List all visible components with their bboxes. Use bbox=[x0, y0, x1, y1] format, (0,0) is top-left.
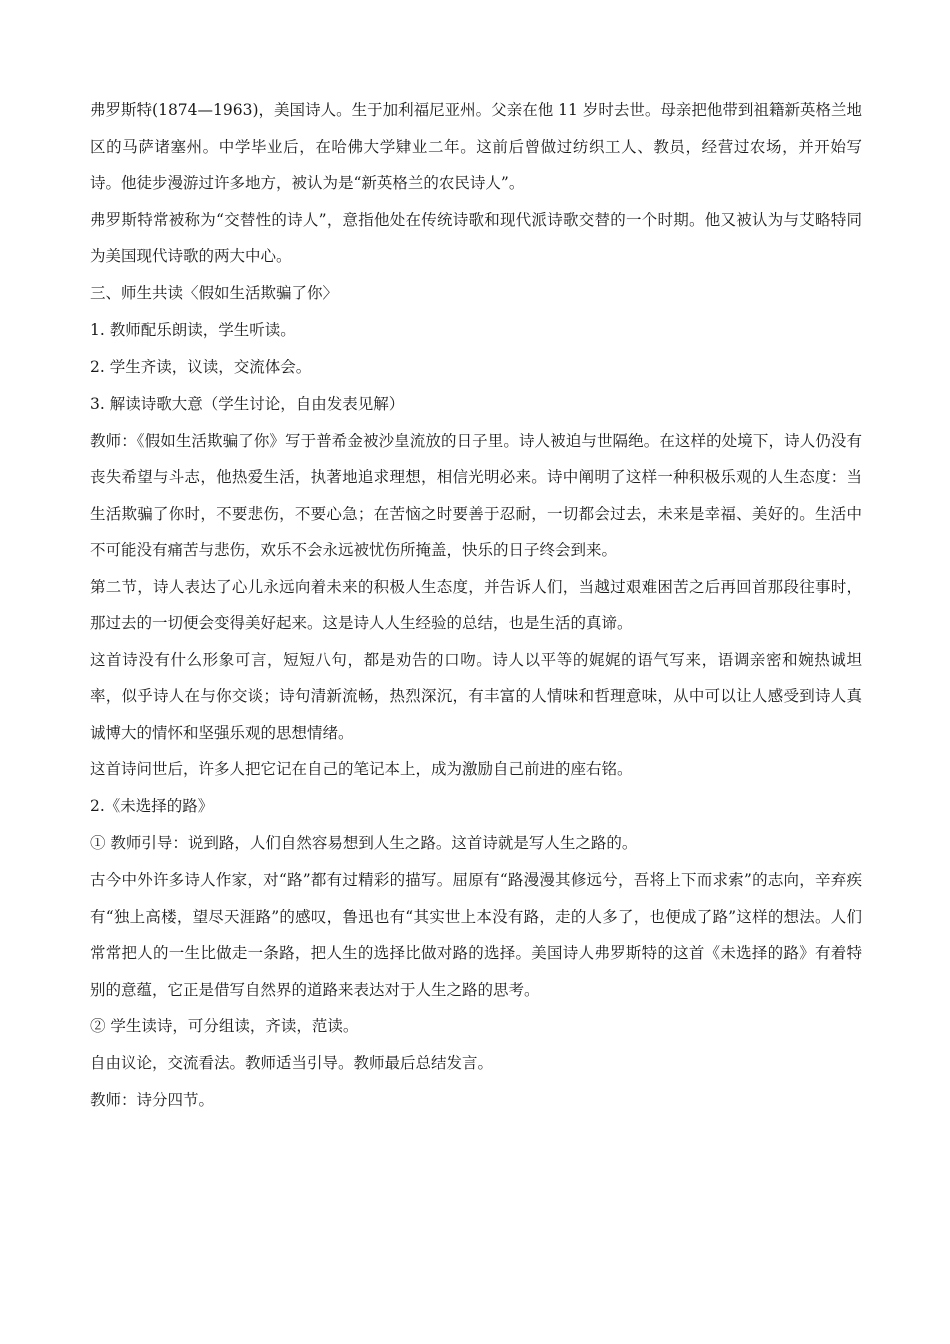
frost-transitional-poet-paragraph: 弗罗斯特常被称为“交替性的诗人”，意指他处在传统诗歌和现代派诗歌交替的一个时期。他又被认为与艾略特同为美国现代诗歌的两大中心。 bbox=[90, 210, 862, 265]
list-item-teacher-guidance: ① 教师引导：说到路，人们自然容易想到人生之路。这首诗就是写人生之路的。 bbox=[90, 834, 638, 852]
second-stanza-paragraph: 第二节，诗人表达了心儿永远向着未来的积极人生态度，并告诉人们，当越过艰难困苦之后再回首那段往事时，那过去的一切便会变得美好起来。这是诗人人生经验的总结，也是生活的真谛。 bbox=[90, 577, 862, 632]
poem-style-paragraph: 这首诗没有什么形象可言，短短八句，都是劝告的口吻。诗人以平等的娓娓的语气写来，语调亲密和婉热诚坦率，似乎诗人在与你交谈；诗句清新流畅，热烈深沉，有丰富的人情味和哲理意味，从中可以让人感受到诗人真诚博大的情怀和坚强乐观的思想情绪。 bbox=[90, 650, 862, 742]
list-item-road-not-taken: 2.《未选择的路》 bbox=[90, 797, 214, 815]
list-item-student-reading: 2. 学生齐读，议读，交流体会。 bbox=[90, 357, 312, 376]
list-item-student-poem-reading: ② 学生读诗，可分组读，齐读，范读。 bbox=[90, 1017, 359, 1035]
section-heading-shared-reading: 三、师生共读〈假如生活欺骗了你〉 bbox=[90, 283, 339, 302]
discussion-paragraph: 自由议论，交流看法。教师适当引导。教师最后总结发言。 bbox=[90, 1054, 494, 1072]
poem-influence-paragraph: 这首诗问世后，许多人把它记在自己的笔记本上，成为激励自己前进的座右铭。 bbox=[90, 760, 633, 778]
four-stanzas-paragraph: 教师：诗分四节。 bbox=[90, 1091, 215, 1109]
frost-biography-paragraph: 弗罗斯特(1874—1963)，美国诗人。生于加利福尼亚州。父亲在他 11 岁时去世。母亲把他带到祖籍新英格兰地区的马萨诸塞州。中学毕业后，在哈佛大学肄业二年。这前后曾做过纺织工人、教员，经营过农场，并开始写诗。他徒步漫游过许多地方，被认为是“新英格兰的农民诗人”。 bbox=[90, 101, 862, 192]
road-imagery-paragraph: 古今中外许多诗人作家，对“路”都有过精彩的描写。屈原有“路漫漫其修远兮，吾将上下而求索”的志向，辛弃疾有“独上高楼，望尽天涯路”的感叹，鲁迅也有“其实世上本没有路，走的人多了，也便成了路”这样的想法。人们常常把人的一生比做走一条路，把人生的选择比做对路的选择。美国诗人弗罗斯特的这首《未选择的路》有着特别的意蕴，它正是借写自然界的道路来表达对于人生之路的思考。 bbox=[90, 871, 862, 999]
list-item-teacher-reading: 1. 教师配乐朗读，学生听读。 bbox=[90, 320, 296, 339]
document-body bbox=[90, 92, 862, 1119]
pushkin-analysis-paragraph: 教师：《假如生活欺骗了你》写于普希金被沙皇流放的日子里。诗人被迫与世隔绝。在这样的处境下，诗人仍没有丧失希望与斗志，他热爱生活，执著地追求理想，相信光明必来。诗中阐明了这样一种积极乐观的人生态度：当生活欺骗了你时，不要悲伤，不要心急；在苦恼之时要善于忍耐，一切都会过去，未来是幸福、美好的。生活中不可能没有痛苦与悲伤，欢乐不会永远被忧伤所掩盖，快乐的日子终会到来。 bbox=[90, 431, 862, 559]
list-item-interpretation: 3. 解读诗歌大意（学生讨论，自由发表见解） bbox=[90, 394, 405, 413]
